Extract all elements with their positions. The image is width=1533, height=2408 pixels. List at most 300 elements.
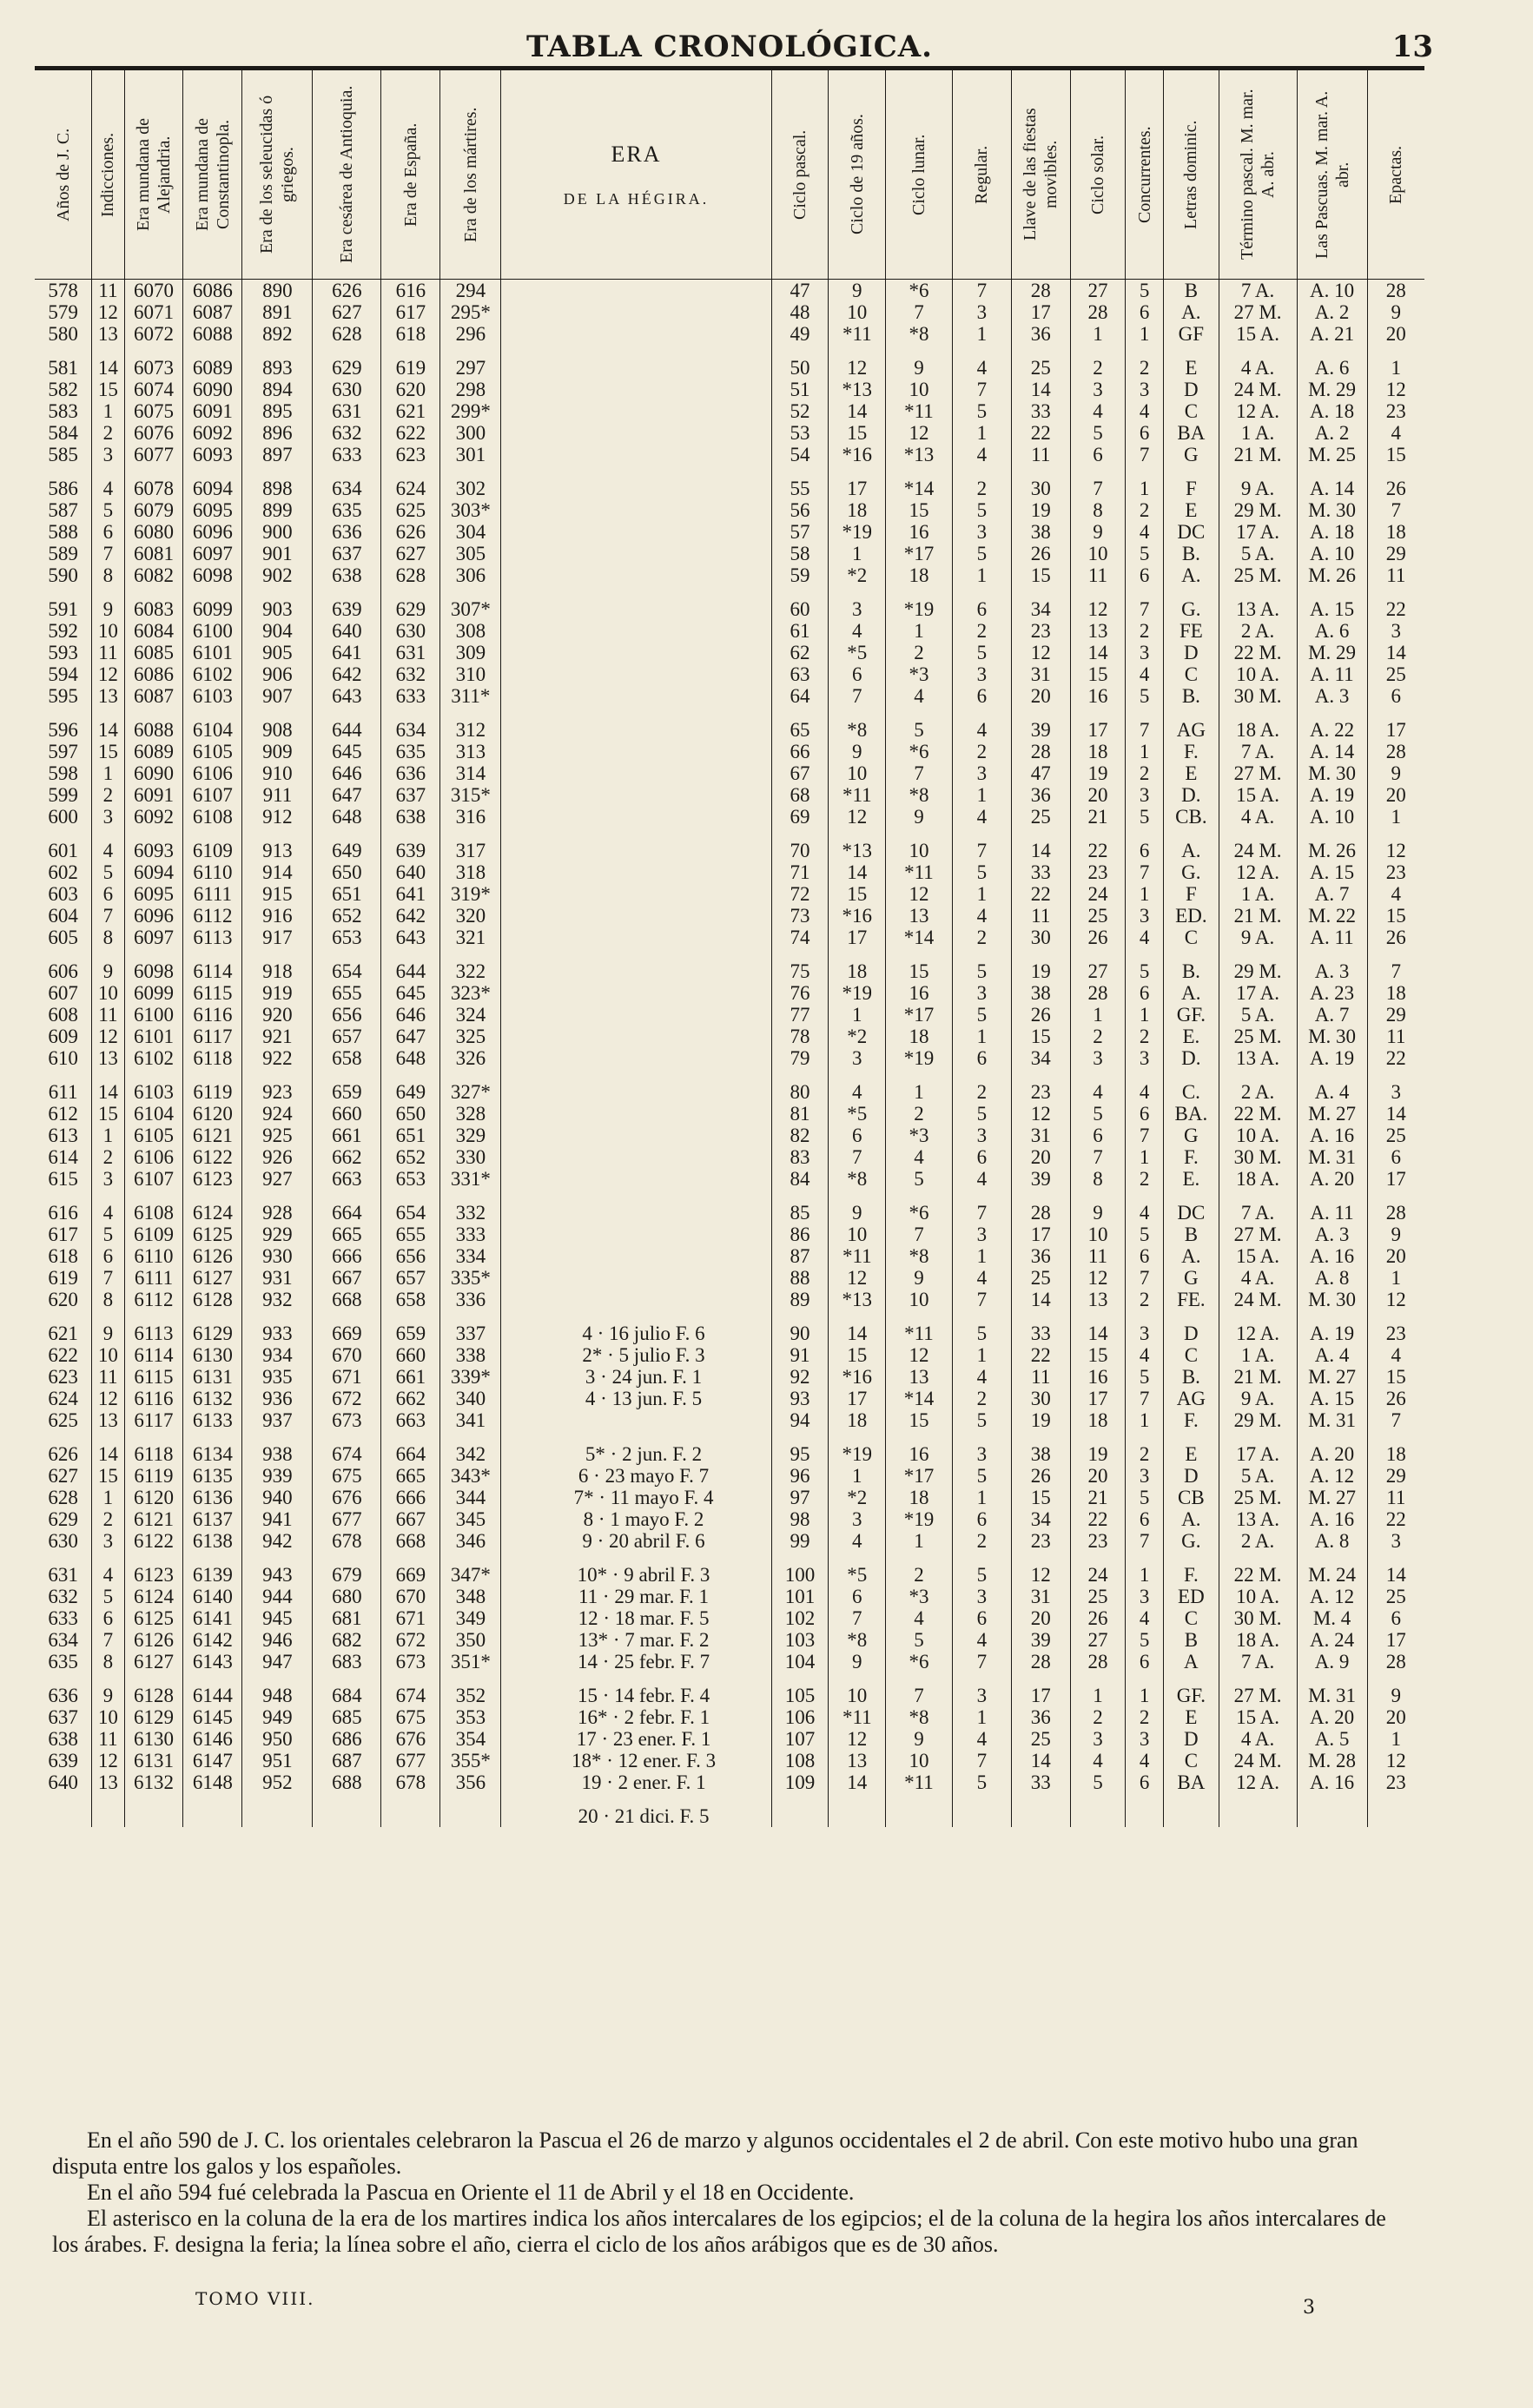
table-cell: 3 [1126,1586,1164,1607]
table-cell: 63 [771,663,829,685]
table-cell: 674 [381,1672,440,1706]
table-cell: 6108 [124,1190,183,1224]
table-cell: 1 [952,1026,1011,1047]
table-cell: 665 [381,1465,440,1487]
table-cell: 931 [242,1267,313,1289]
table-cell: 345 [440,1508,501,1530]
table-cell [501,1267,771,1289]
table-cell: 91 [771,1344,829,1366]
table-cell: 941 [242,1508,313,1530]
table-cell: 1 [1391,1267,1402,1289]
table-cell: 316 [440,806,501,828]
table-cell: *5 [829,1552,886,1586]
table-cell: 674 [313,1431,381,1465]
table-cell: 627 [381,543,440,564]
table-cell: 586 [35,465,92,499]
table-cell [501,465,771,499]
table-cell: 17 [1011,1224,1070,1245]
table-cell [501,948,771,982]
table-cell: 34 [1011,1508,1070,1530]
table-row [35,1146,1424,1168]
table-cell: 47 [1011,762,1070,784]
table-cell [124,1793,183,1827]
column-header-label: Años de J. C. [53,128,73,221]
table-cell: 1 A. [1219,1344,1297,1366]
table-cell: 10 A. [1219,1125,1297,1146]
table-cell: *8 [829,707,886,741]
table-cell: 22 [1011,422,1070,444]
table-cell: F [1164,465,1219,499]
table-cell: 4 A. [1219,1728,1297,1750]
table-cell: 4 [886,685,953,707]
table-cell: A. 8 [1297,1530,1367,1552]
table-cell: 6115 [183,982,242,1004]
table-cell: 3 [952,1672,1011,1706]
table-cell: D [1164,1728,1219,1750]
table-cell: 69 [771,806,829,828]
table-cell: 656 [381,1245,440,1267]
table-cell: 6131 [183,1366,242,1388]
table-cell: 3 [92,444,124,465]
table-cell: 9 [829,1651,886,1672]
table-cell: 16* · 2 febr. F. 1 [501,1706,771,1728]
table-cell [501,1069,771,1103]
table-cell: 6118 [124,1431,183,1465]
table-cell [501,400,771,422]
table-cell: 27 [1070,948,1126,982]
table-cell: BA [1164,422,1219,444]
table-cell: 82 [771,1125,829,1146]
table-row [35,828,1424,861]
table-cell: 6140 [183,1586,242,1607]
table-cell: 47 [771,280,829,302]
table-cell: M. 30 [1297,1026,1367,1047]
table-cell: A. [1164,301,1219,323]
table-cell: A. 24 [1297,1629,1367,1651]
table-cell: 351* [440,1651,501,1672]
table-cell: 343* [440,1465,501,1487]
table-cell: 7 [952,379,1011,400]
table-cell: A. [1164,1245,1219,1267]
table-row [35,345,1424,379]
table-cell: 3 [952,982,1011,1004]
table-cell: 672 [313,1388,381,1409]
table-cell: 656 [313,1004,381,1026]
table-cell: 26 [1011,1004,1070,1026]
table-row [35,1004,1424,1026]
table-cell: *5 [829,642,886,663]
table-cell: 1 [92,400,124,422]
table-cell: 602 [35,861,92,883]
table-cell: 21 [1070,1487,1126,1508]
table-cell: 596 [35,707,92,741]
table-cell: 7 A. [1219,1190,1297,1224]
table-cell: 58 [771,543,829,564]
table-cell: 22 M. [1219,1103,1297,1125]
column-header-label: Era mundana de Alejandria. [133,118,174,231]
table-cell: 321 [440,927,501,948]
table-cell: 329 [440,1125,501,1146]
table-cell: 627 [313,301,381,323]
table-cell: 7 [1126,1125,1164,1146]
table-cell: 944 [242,1586,313,1607]
table-cell: 676 [381,1728,440,1750]
table-cell: 635 [35,1651,92,1672]
table-cell: 6145 [183,1706,242,1728]
table-cell: 949 [242,1706,313,1728]
table-cell: 317 [440,828,501,861]
table-cell: 14 [92,707,124,741]
table-cell: A. [1164,1508,1219,1530]
table-cell: 5 [952,948,1011,982]
table-cell: G. [1164,586,1219,620]
table-cell: A. 18 [1297,521,1367,543]
table-row [35,1793,1424,1827]
table-cell: 584 [35,422,92,444]
table-cell: 28 [1011,741,1070,762]
table-cell: 684 [313,1672,381,1706]
table-cell [501,642,771,663]
table-cell: 315* [440,784,501,806]
table-cell: 90 [771,1310,829,1344]
table-cell: 10 [886,1750,953,1771]
table-cell: C [1164,663,1219,685]
table-cell: 4 [92,1190,124,1224]
table-cell: 14 [92,1069,124,1103]
table-cell: 4 A. [1219,345,1297,379]
table-cell: *5 [829,1103,886,1125]
table-cell: 905 [242,642,313,663]
table-row [35,948,1424,982]
table-cell: 79 [771,1047,829,1069]
table-cell [381,1793,440,1827]
table-cell: 655 [313,982,381,1004]
table-cell: 308 [440,620,501,642]
table-cell: 14 [1011,1750,1070,1771]
table-cell: 5 [1126,1629,1164,1651]
table-cell: AG [1164,1388,1219,1409]
table-cell: 328 [440,1103,501,1125]
table-cell: 1 [829,1004,886,1026]
table-cell: 4 [829,1069,886,1103]
table-cell: 13 [92,1409,124,1431]
table-cell: 23 [1385,1771,1406,1793]
table-cell: *8 [829,1168,886,1190]
table-cell: 620 [35,1289,92,1310]
table-cell: 1 [1070,1004,1126,1026]
table-cell: 6119 [124,1465,183,1487]
table-cell: 10 [92,982,124,1004]
table-cell [771,1793,829,1827]
table-cell [501,707,771,741]
table-cell: 6087 [183,301,242,323]
table-cell: 595 [35,685,92,707]
table-cell: 26 [1385,1388,1406,1409]
table-cell: 14 [1070,1310,1126,1344]
table-cell: 6092 [124,806,183,828]
table-cell: 919 [242,982,313,1004]
table-cell: 899 [242,499,313,521]
table-cell: 8 [92,564,124,586]
table-cell: 10* · 9 abril F. 3 [501,1552,771,1586]
table-cell: 5 [952,499,1011,521]
table-cell: 8 [92,1289,124,1310]
table-cell: 892 [242,323,313,345]
table-cell: *6 [886,280,953,302]
table-cell: 6132 [124,1771,183,1793]
table-cell: 3 [1070,379,1126,400]
table-cell: 587 [35,499,92,521]
column-header [1164,70,1219,280]
table-cell: 26 [1011,1465,1070,1487]
table-cell: 28 [1070,1651,1126,1672]
table-cell: 664 [381,1431,440,1465]
table-cell: *8 [886,323,953,345]
table-cell: 66 [771,741,829,762]
table-cell: A. [1164,564,1219,586]
table-cell: 5 [1126,806,1164,828]
table-cell: 9 [1391,762,1402,784]
table-cell: 30 [1011,1388,1070,1409]
table-cell: 302 [440,465,501,499]
table-cell: 1 [1391,357,1402,379]
table-cell: 330 [440,1146,501,1168]
table-cell: 25 M. [1219,1487,1297,1508]
table-cell: 580 [35,323,92,345]
table-cell: 7 [1126,1267,1164,1289]
table-cell: 9 [92,586,124,620]
column-header [1297,70,1367,280]
table-cell: M. 26 [1297,564,1367,586]
table-cell: 6083 [124,586,183,620]
table-cell: 38 [1011,521,1070,543]
table-cell: 356 [440,1771,501,1793]
table-cell: 910 [242,762,313,784]
table-cell: *19 [886,586,953,620]
table-cell: 4 [829,1530,886,1552]
table-cell: A. 9 [1297,1651,1367,1672]
table-cell: *11 [829,1706,886,1728]
table-cell: 7 [1070,1146,1126,1168]
table-cell: 657 [381,1267,440,1289]
table-cell: 23 [1070,1530,1126,1552]
table-row [35,301,1424,323]
table-row [35,1190,1424,1224]
table-cell: 6076 [124,422,183,444]
table-cell: F. [1164,741,1219,762]
table-cell: 3 [1126,784,1164,806]
table-cell: 1 [1391,806,1402,828]
table-cell: 677 [381,1750,440,1771]
table-cell: 49 [771,323,829,345]
table-cell: M. 29 [1297,379,1367,400]
table-cell: 623 [381,444,440,465]
table-cell: 17 [1070,1388,1126,1409]
table-cell: B [1164,280,1219,302]
chronological-table-wrapper [35,66,1424,1827]
table-cell: 939 [242,1465,313,1487]
table-cell: 659 [313,1069,381,1103]
table-cell: 9 [92,1672,124,1706]
table-cell: A. 22 [1297,707,1367,741]
table-cell: 649 [313,828,381,861]
table-cell: A. 5 [1297,1728,1367,1750]
table-cell: 2 [92,422,124,444]
table-cell: 658 [313,1047,381,1069]
table-cell: A. 23 [1297,982,1367,1004]
table-cell: 12 [1011,1103,1070,1125]
table-cell: F [1164,883,1219,905]
table-cell: 5 [1126,543,1164,564]
table-cell: A. 6 [1297,620,1367,642]
table-cell: 26 [1385,478,1406,499]
table-cell: 12 · 18 mar. F. 5 [501,1607,771,1629]
table-cell: 25 M. [1219,564,1297,586]
table-cell: 14 [829,400,886,422]
table-cell: 51 [771,379,829,400]
table-cell: 3 [952,521,1011,543]
table-cell: 6 [92,521,124,543]
table-cell [952,1793,1011,1827]
table-cell: 1 [1126,1552,1164,1586]
table-cell: 12 [886,422,953,444]
table-cell: 9 [92,948,124,982]
table-cell: 11 [1070,1245,1126,1267]
table-cell: 622 [35,1344,92,1366]
table-cell: 20 [1011,685,1070,707]
table-cell: 60 [771,586,829,620]
table-cell: 20 [1385,1706,1406,1728]
table-cell: 5 [952,1310,1011,1344]
table-cell: 902 [242,564,313,586]
table-row [35,1487,1424,1508]
table-cell: 6129 [124,1706,183,1728]
table-cell: 5 [886,1168,953,1190]
table-cell: 654 [381,1190,440,1224]
table-cell: 72 [771,883,829,905]
table-cell [501,1047,771,1069]
table-cell: B [1164,1224,1219,1245]
table-cell: 6124 [183,1190,242,1224]
table-cell: 6135 [183,1465,242,1487]
table-cell: 17 [1385,1168,1406,1190]
table-cell: 6 [952,1146,1011,1168]
table-cell: 22 M. [1219,642,1297,663]
table-cell: 16 [886,521,953,543]
table-cell: 637 [35,1706,92,1728]
table-cell: 4 [952,1366,1011,1388]
table-cell: 6084 [124,620,183,642]
table-cell: 327* [440,1069,501,1103]
table-cell: 38 [1011,982,1070,1004]
table-cell: 16 [1070,685,1126,707]
table-cell: 946 [242,1629,313,1651]
footnote: En el año 594 fué celebrada la Pascua en Oriente el 11 de Abril y el 18 en Occidente. [87,2180,855,2205]
table-cell: 1 [886,620,953,642]
table-cell: 646 [381,1004,440,1026]
table-cell: 13* · 7 mar. F. 2 [501,1629,771,1651]
table-cell: 13 A. [1219,1047,1297,1069]
table-cell: 355* [440,1750,501,1771]
column-header-label: Llave de las fiestas movibles. [1021,108,1061,241]
table-cell: B. [1164,543,1219,564]
table-cell: 6 [1070,1125,1126,1146]
table-cell: M. 31 [1297,1146,1367,1168]
table-cell: 20 · 21 dici. F. 5 [501,1793,771,1827]
column-header [1367,70,1424,280]
table-cell: 5 A. [1219,543,1297,564]
table-cell: *3 [886,1586,953,1607]
table-cell: 676 [313,1487,381,1508]
table-cell: 1 [92,762,124,784]
table-cell: 6128 [124,1672,183,1706]
table-cell: 87 [771,1245,829,1267]
table-cell: C [1164,1344,1219,1366]
table-cell: 6101 [124,1026,183,1047]
table-cell: 27 [1070,1629,1126,1651]
table-row [35,444,1424,465]
column-header-label: Epactas. [1386,145,1406,204]
table-cell: 6124 [124,1586,183,1607]
column-header-label: Indicciones. [98,132,118,217]
table-cell: A. 19 [1297,784,1367,806]
table-cell: 2 [1070,345,1126,379]
table-cell: G [1164,1267,1219,1289]
table-cell: 18 [1070,1409,1126,1431]
table-cell: A. 11 [1297,663,1367,685]
hegira-header-label [501,142,770,208]
table-cell: 6091 [183,400,242,422]
table-cell: 642 [381,905,440,927]
table-cell: *3 [886,663,953,685]
table-cell: 927 [242,1168,313,1190]
table-cell: 7 [1126,444,1164,465]
table-cell [501,762,771,784]
table-cell: 638 [313,564,381,586]
table-cell: 300 [440,422,501,444]
table-cell: 9 [886,1267,953,1289]
table-cell: 650 [313,861,381,883]
table-cell: 621 [381,400,440,422]
table-cell: 2 [952,1530,1011,1552]
column-header [35,70,92,280]
table-cell: 653 [313,927,381,948]
table-cell: 80 [771,1069,829,1103]
table-cell: 6117 [183,1026,242,1047]
table-cell: 332 [440,1190,501,1224]
table-cell: 3 [952,663,1011,685]
table-cell: D. [1164,1047,1219,1069]
table-cell: 12 [92,1388,124,1409]
table-cell: 10 [1070,1224,1126,1245]
table-cell: 12 [92,1026,124,1047]
table-cell: 76 [771,982,829,1004]
table-cell [501,1190,771,1224]
table-cell [501,586,771,620]
table-row [35,663,1424,685]
table-cell: 1 [92,1487,124,1508]
table-cell: 6123 [183,1168,242,1190]
table-cell: 1 [1126,1409,1164,1431]
table-cell: 295* [440,301,501,323]
table-cell: 34 [1011,586,1070,620]
table-cell: 14 [1011,828,1070,861]
table-cell: 297 [440,345,501,379]
table-cell: 25 [1070,905,1126,927]
table-cell: 2 [1070,1026,1126,1047]
table-cell: 920 [242,1004,313,1026]
table-cell: 65 [771,707,829,741]
